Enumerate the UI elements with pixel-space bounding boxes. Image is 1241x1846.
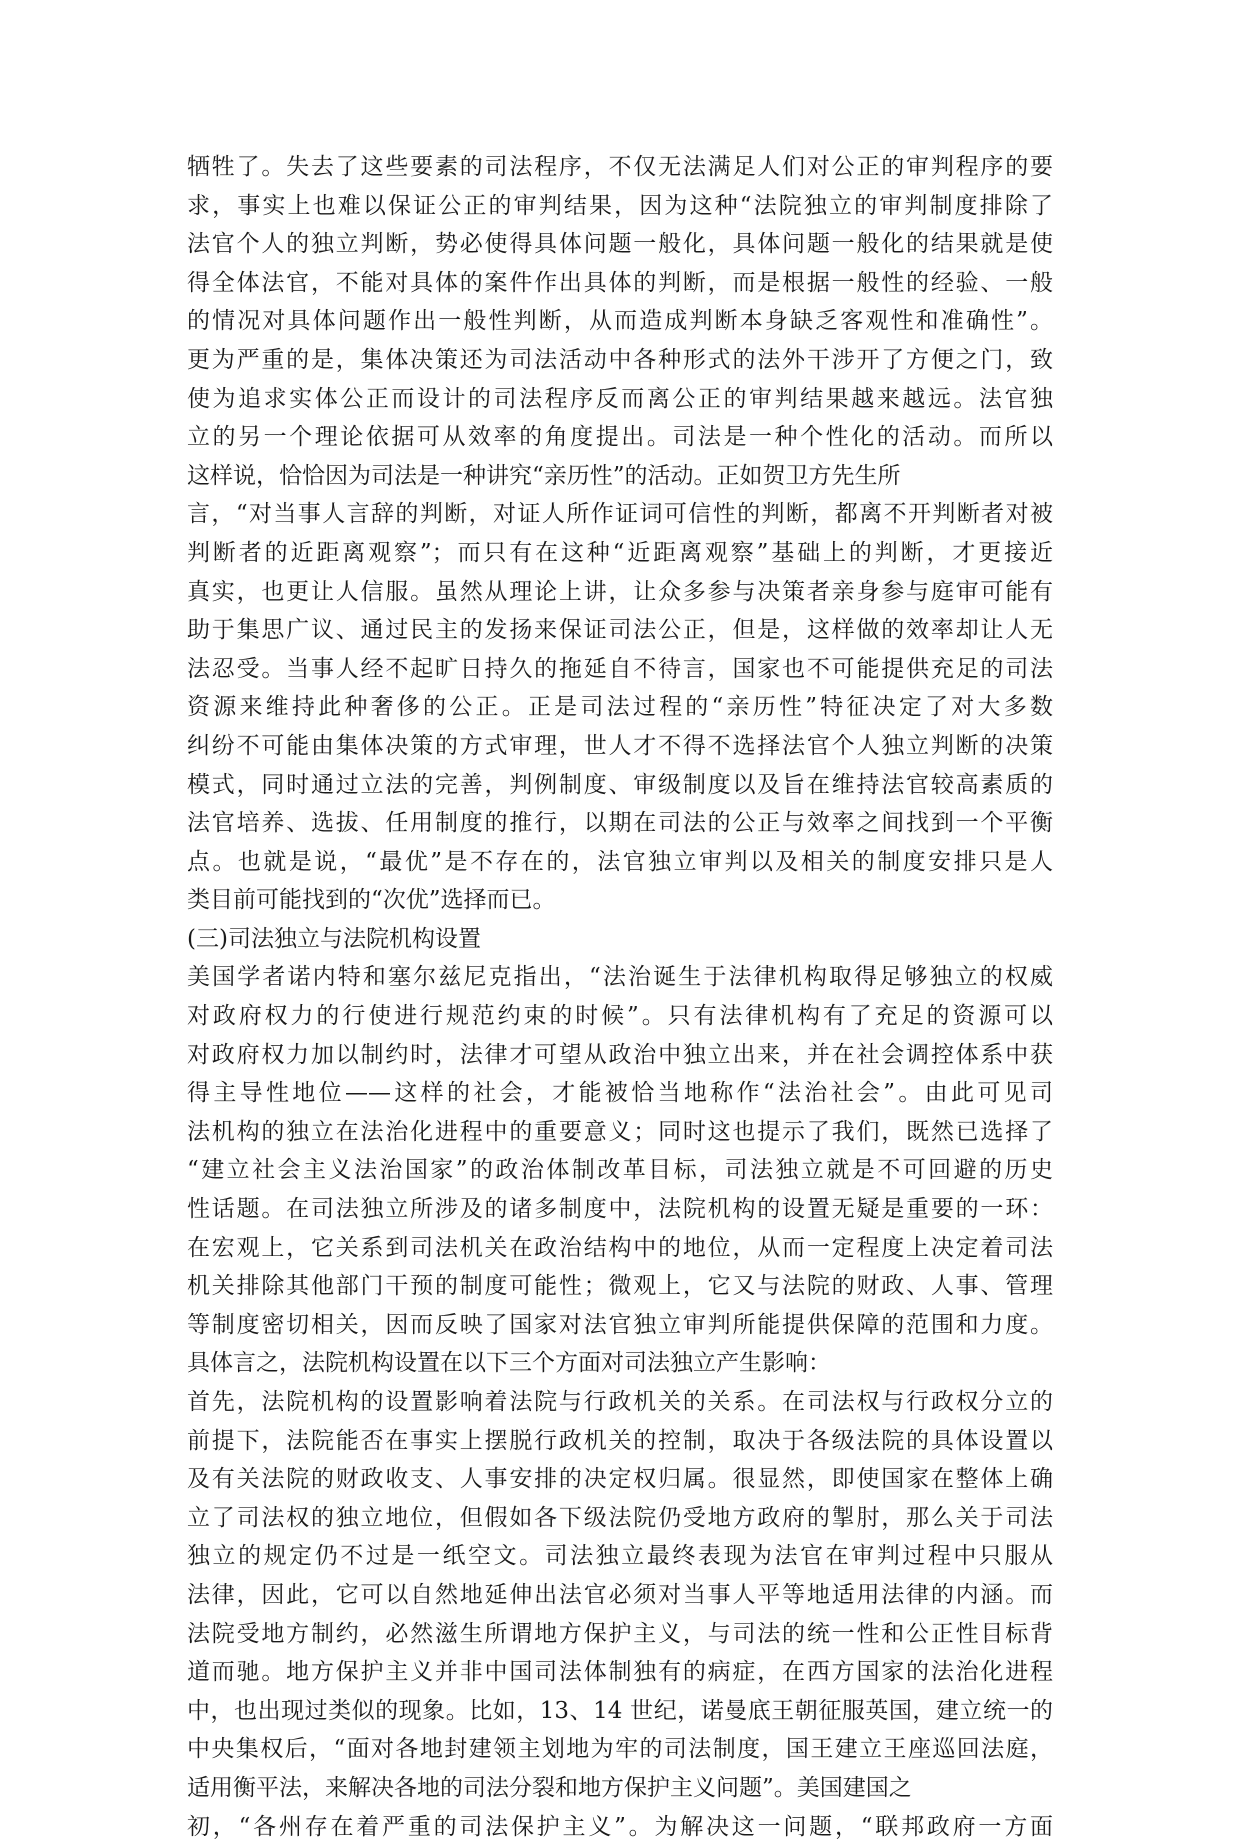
- text-line: 立了司法权的独立地位，但假如各下级法院仍受地方政府的掣肘，那么关于司法: [187, 1504, 1053, 1531]
- text-line: 真实，也更让人信服。虽然从理论上讲，让众多参与决策者亲身参与庭审可能有: [187, 578, 1053, 605]
- text-line: 法机构的独立在法治化进程中的重要意义；同时这也提示了我们，既然已选择了: [187, 1118, 1053, 1145]
- text-line: 使为追求实体公正而设计的司法程序反而离公正的审判结果越来越远。法官独: [187, 385, 1053, 412]
- text-line: 法院受地方制约，必然滋生所谓地方保护主义，与司法的统一性和公正性目标背: [187, 1620, 1053, 1647]
- text-line: 前提下，法院能否在事实上摆脱行政机关的控制，取决于各级法院的具体设置以: [187, 1427, 1053, 1454]
- text-line: 立的另一个理论依据可从效率的角度提出。司法是一种个性化的活动。而所以: [187, 424, 1053, 451]
- text-line: 法忍受。当事人经不起旷日持久的拖延自不待言，国家也不可能提供充足的司法: [187, 655, 1053, 682]
- text-line: 得主导性地位——这样的社会，才能被恰当地称作“法治社会”。由此可见司: [187, 1080, 1053, 1107]
- text-line: 类目前可能找到的“次优”选择而已。: [187, 887, 556, 914]
- text-line: 美国学者诺内特和塞尔兹尼克指出，“法治诞生于法律机构取得足够独立的权威: [187, 964, 1053, 991]
- text-line: 具体言之，法院机构设置在以下三个方面对司法独立产生影响：: [187, 1350, 831, 1377]
- text-line: 判断者的近距离观察”；而只有在这种“近距离观察”基础上的判断，才更接近: [187, 539, 1053, 566]
- text-line: “建立社会主义法治国家”的政治体制改革目标，司法独立就是不可回避的历史: [187, 1157, 1053, 1184]
- text-line: 及有关法院的财政收支、人事安排的决定权归属。很显然，即使国家在整体上确: [187, 1466, 1053, 1493]
- document-page: [187, 148, 1053, 1846]
- text-line: 中，也出现过类似的现象。比如，13、14 世纪，诺曼底王朝征服英国，建立统一的: [187, 1697, 1053, 1724]
- text-line: 对政府权力加以制约时，法律才可望从政治中独立出来，并在社会调控体系中获: [187, 1041, 1053, 1068]
- section-heading: (三)司法独立与法院机构设置: [187, 925, 481, 952]
- text-line: 助于集思广议、通过民主的发扬来保证司法公正，但是，这样做的效率却让人无: [187, 617, 1053, 644]
- text-line: 等制度密切相关，因而反映了国家对法官独立审判所能提供保障的范围和力度。: [187, 1311, 1053, 1338]
- text-line: 适用衡平法，来解决各地的司法分裂和地方保护主义问题”。美国建国之: [187, 1774, 912, 1801]
- text-line: 牺牲了。失去了这些要素的司法程序，不仅无法满足人们对公正的审判程序的要: [187, 154, 1053, 180]
- text-line: 道而驰。地方保护主义并非中国司法体制独有的病症，在西方国家的法治化进程: [187, 1659, 1053, 1686]
- text-line: 更为严重的是，集体决策还为司法活动中各种形式的法外干涉开了方便之门，致: [187, 346, 1053, 373]
- text-line: 法官个人的独立判断，势必使得具体问题一般化，具体问题一般化的结果就是使: [187, 231, 1053, 258]
- text-line: 的情况对具体问题作出一般性判断，从而造成判断本身缺乏客观性和准确性”。: [187, 308, 1053, 335]
- text-line: 资源来维持此种奢侈的公正。正是司法过程的“亲历性”特征决定了对大多数: [187, 694, 1053, 721]
- text-line: 首先，法院机构的设置影响着法院与行政机关的关系。在司法权与行政权分立的: [187, 1389, 1053, 1415]
- text-line: 法律，因此，它可以自然地延伸出法官必须对当事人平等地适用法律的内涵。而: [187, 1581, 1053, 1608]
- text-line: 模式，同时通过立法的完善，判例制度、审级制度以及旨在维持法官较高素质的: [187, 771, 1053, 798]
- text-line: 机关排除其他部门干预的制度可能性；微观上，它又与法院的财政、人事、管理: [187, 1273, 1053, 1300]
- text-line: 法官培养、选拔、任用制度的推行，以期在司法的公正与效率之间找到一个平衡: [187, 810, 1053, 837]
- text-line: 中央集权后，“面对各地封建领主划地为牢的司法制度，国王建立王座巡回法庭，: [187, 1736, 1053, 1763]
- text-line: 言，“对当事人言辞的判断，对证人所作证词可信性的判断，都离不开判断者对被: [187, 501, 1053, 528]
- text-line: 初，“各州存在着严重的司法保护主义”。为解决这一问题，“联邦政府一方面: [187, 1813, 1053, 1840]
- text-line: 在宏观上，它关系到司法机关在政治结构中的地位，从而一定程度上决定着司法: [187, 1234, 1053, 1261]
- text-line: 得全体法官，不能对具体的案件作出具体的判断，而是根据一般性的经验、一般: [187, 269, 1053, 296]
- text-line: 纠纷不可能由集体决策的方式审理，世人才不得不选择法官个人独立判断的决策: [187, 732, 1053, 759]
- text-line: 性话题。在司法独立所涉及的诸多制度中，法院机构的设置无疑是重要的一环：: [187, 1196, 1053, 1223]
- text-line: 这样说，恰恰因为司法是一种讲究“亲历性”的活动。正如贺卫方先生所: [187, 462, 901, 489]
- text-line: 求，事实上也难以保证公正的审判结果，因为这种“法院独立的审判制度排除了: [187, 192, 1053, 219]
- text-line: 独立的规定仍不过是一纸空文。司法独立最终表现为法官在审判过程中只服从: [187, 1543, 1053, 1570]
- text-line: 点。也就是说，“最优”是不存在的，法官独立审判以及相关的制度安排只是人: [187, 848, 1053, 875]
- text-line: 对政府权力的行使进行规范约束的时候”。只有法律机构有了充足的资源可以: [187, 1003, 1053, 1030]
